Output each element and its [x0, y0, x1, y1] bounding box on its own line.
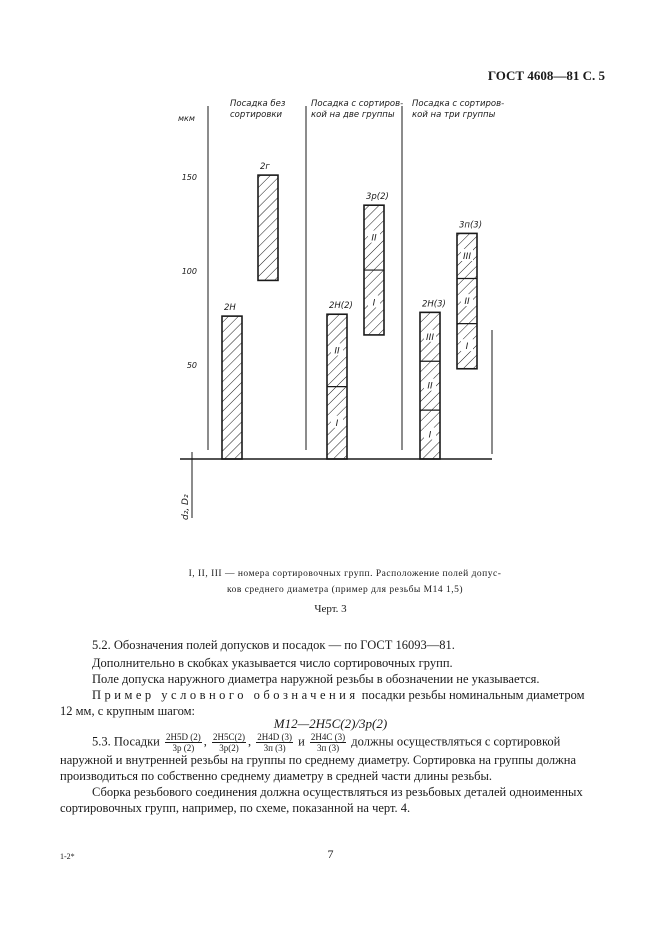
- field-label: 2H: [224, 303, 236, 314]
- section-title: Посадка с сортиров-: [311, 99, 404, 109]
- paragraph-example: [92, 687, 602, 703]
- figure-label: Черт. 3: [314, 603, 347, 615]
- field-label: 2г: [260, 162, 270, 173]
- paragraph-5-3-line2: наружной и внутренней резьбы на группы по среднему диаметру. Сортировка на группы должна: [60, 753, 577, 767]
- field-label: 3п(3): [459, 220, 483, 231]
- section-title: кой на две группы: [311, 110, 395, 120]
- group-number: II: [371, 233, 377, 244]
- group-number: III: [463, 251, 471, 262]
- y-tick-label: 50: [186, 361, 197, 370]
- section-title: Посадка с сортиров-: [412, 99, 505, 109]
- paragraph-5-2: [92, 637, 602, 653]
- paragraph-groups: Дополнительно в скобках указывается число сортировочных групп.: [92, 656, 453, 670]
- group-number: III: [426, 332, 434, 343]
- fraction-2: $\frac{2H5C(2)}{3р(2)}$: [212, 732, 245, 753]
- page-number: 7: [327, 847, 334, 861]
- fits-intro: 5.3. Посадки: [92, 734, 160, 749]
- field-label: 3р(2): [366, 192, 389, 203]
- separator-and: и: [298, 734, 305, 749]
- unit-label: мкм: [178, 114, 195, 123]
- fraction-3: $\frac{2H4D (3)}{3п (3)}$: [257, 732, 292, 753]
- paragraph-5-3: [92, 732, 612, 753]
- y-tick-label: 150: [181, 173, 197, 182]
- section-title: Посадка без: [230, 99, 286, 109]
- group-number: II: [427, 381, 433, 392]
- group-number: I: [335, 418, 339, 429]
- document-header: ГОСТ 4608—81 С. 5: [487, 68, 605, 83]
- tolerance-field-bar: [222, 316, 242, 459]
- para-designations: 5.2. Обозначения полей допусков и посадок — по ГОСТ 16093—81.: [92, 638, 455, 652]
- group-number: I: [372, 298, 376, 309]
- group-number: I: [465, 342, 469, 353]
- paragraph-outer-diameter: Поле допуска наружного диаметра наружной резьбы в обозначении не указывается.: [92, 672, 540, 686]
- designation-formula: M12—2H5C(2)/3p(2): [273, 716, 388, 731]
- example-heading: Пример условного обозначения: [92, 688, 359, 702]
- figure-caption: I, II, III — номера сортировочных групп. Расположение полей допус- ков среднего диаметра (пример для резьбы М14 1,5): [188, 569, 502, 595]
- paragraph-example-line2: 12 мм, с крупным шагом:: [60, 704, 195, 718]
- paragraph-assembly: Сборка резьбового соединения должна осуществляться из резьбовых деталей одноименных: [92, 785, 583, 799]
- diameter-axis-label: d₂, D₂: [181, 494, 191, 520]
- print-mark: 1-2*: [60, 852, 75, 861]
- example-text: посадки резьбы номинальным диаметром: [358, 688, 585, 702]
- fraction-4: $\frac{2H4C (3)}{3п (3)}$: [310, 732, 346, 753]
- group-number: II: [464, 297, 470, 308]
- fits-continuation: должны осуществляться с сортировкой: [351, 734, 561, 749]
- separator: ,: [247, 734, 252, 749]
- y-tick-label: 100: [181, 267, 197, 276]
- fraction-1: $\frac{2H5D (2)}{3р (2)}$: [165, 732, 201, 753]
- section-title: сортировки: [230, 110, 283, 120]
- separator: ,: [203, 734, 207, 749]
- group-number: I: [428, 430, 432, 441]
- paragraph-assembly-line2: сортировочных групп, например, по схеме, показанной на черт. 4.: [60, 801, 411, 815]
- field-label: 2H(3): [422, 299, 446, 310]
- paragraph-5-3-line3: производиться по собственно среднему диаметру в средней части длины резьбы.: [60, 769, 492, 783]
- group-number: II: [334, 346, 340, 357]
- tolerance-field-bar: [258, 175, 278, 280]
- section-title: кой на три группы: [412, 110, 496, 120]
- field-label: 2H(2): [329, 301, 353, 312]
